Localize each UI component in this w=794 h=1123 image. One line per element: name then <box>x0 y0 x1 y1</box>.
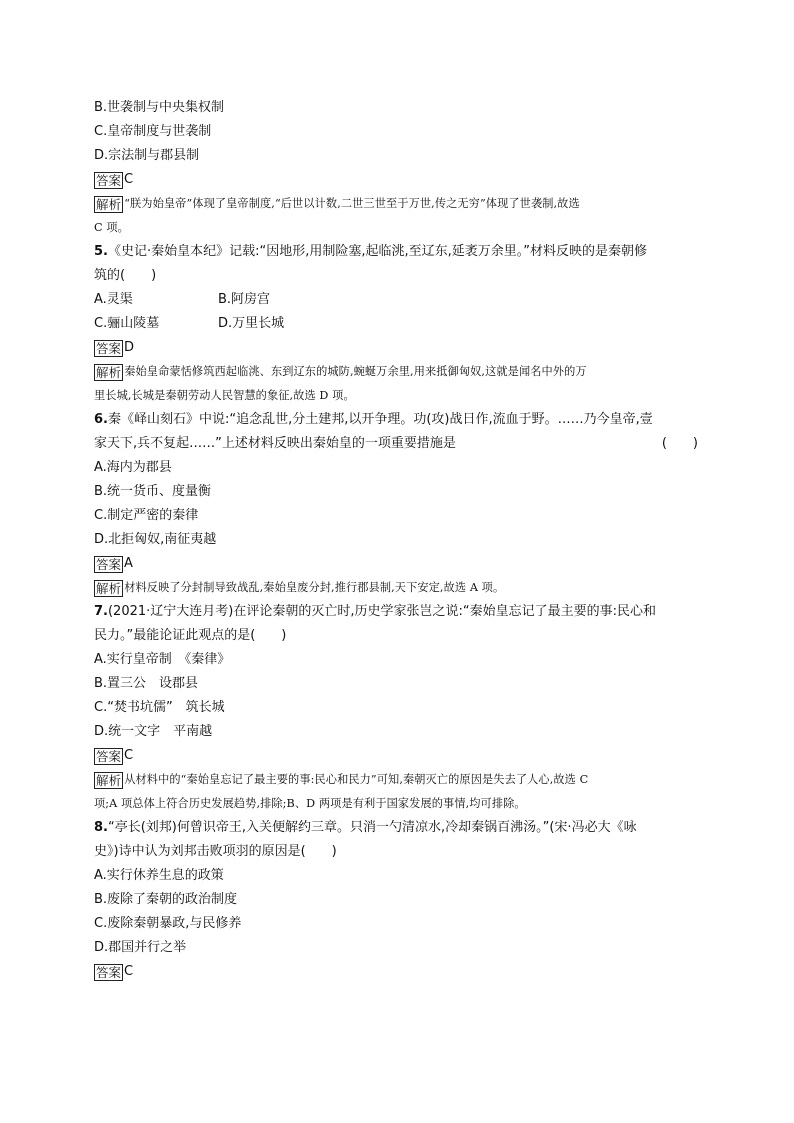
option-c: C.骊山陵墓 <box>94 316 160 331</box>
question-stem <box>94 600 706 624</box>
option-c: C.“焚书坑儒” 筑长城 <box>94 700 225 715</box>
analysis-tag: 解析 <box>96 196 122 212</box>
question-stem <box>94 408 706 432</box>
answer-row <box>94 744 706 768</box>
option-c: C.皇帝制度与世袭制 <box>94 124 212 139</box>
option-c: C.废除秦朝暴政,与民修养 <box>94 916 242 931</box>
option-b: B.置三公 设郡县 <box>94 676 199 691</box>
answer-row <box>94 336 706 360</box>
question-stem-text: 家天下,兵不复起……”上述材料反映出秦始皇的一项重要措施是 <box>94 436 456 451</box>
question-stem-text: 民力。”最能论证此观点的是( ) <box>94 628 287 643</box>
analysis-row <box>94 768 706 792</box>
option-b: B.废除了秦朝的政治制度 <box>94 892 238 907</box>
answer-blank: ( ) <box>661 436 698 451</box>
answer-value: C <box>124 748 134 763</box>
answer-tag: 答案 <box>96 964 122 980</box>
question-stem-text: (2021·辽宁大连月考)在评论秦朝的灭亡时,历史学家张岂之说:“秦始皇忘记了最主要的事:民心和 <box>107 604 656 619</box>
question-stem-text: “亭长(刘邦)何曾识帝王,入关便解约三章。只消一勺清凉水,冷却秦锅百沸汤。”(宋·冯必大《咏 <box>107 820 637 835</box>
analysis-tag: 解析 <box>96 364 122 380</box>
question-number: 6. <box>94 412 108 427</box>
option-a: A.海内为郡县 <box>94 460 172 475</box>
option-b: B.世袭制与中央集权制 <box>94 100 225 115</box>
option-a: A.实行皇帝制 《秦律》 <box>94 652 231 667</box>
analysis-row <box>94 576 706 600</box>
option-d: D.北拒匈奴,南征夷越 <box>94 532 217 547</box>
answer-tag: 答案 <box>96 172 122 188</box>
option-b: B.阿房宫 <box>218 292 271 307</box>
option-d: D.统一文字 平南越 <box>94 724 213 739</box>
analysis-text: 项;A 项总体上符合历史发展趋势,排除;B、D 两项是有利于国家发展的事情,均可排除。 <box>94 797 526 810</box>
analysis-tag: 解析 <box>96 772 122 788</box>
question-number: 7. <box>94 604 108 619</box>
question-stem-text: 《史记·秦始皇本纪》记载:“因地形,用制险塞,起临洮,至辽东,延袤万余里。”材料反映的是秦朝修 <box>107 244 647 259</box>
analysis-text: “朕为始皇帝”体现了皇帝制度,“后世以计数,二世三世至于万世,传之无穷”体现了世袭制,故选 <box>124 197 580 210</box>
analysis-row <box>94 192 706 216</box>
answer-row <box>94 552 706 576</box>
answer-value: C <box>124 964 134 979</box>
analysis-text: 材料反映了分封制导致战乱,秦始皇废分封,推行郡县制,天下安定,故选 A 项。 <box>124 581 505 594</box>
analysis-tag: 解析 <box>96 580 122 596</box>
option-a: A.实行休养生息的政策 <box>94 868 224 883</box>
analysis-row <box>94 360 706 384</box>
answer-value: A <box>124 556 133 571</box>
question-number: 8. <box>94 820 108 835</box>
answer-tag: 答案 <box>96 340 122 356</box>
analysis-text: 里长城,长城是秦朝劳动人民智慧的象征,故选 D 项。 <box>94 389 355 402</box>
question-stem <box>94 432 706 456</box>
analysis-text: 从材料中的“秦始皇忘记了最主要的事:民心和民力”可知,秦朝灭亡的原因是失去了人心,故选 C <box>124 773 589 786</box>
answer-value: D <box>124 340 135 355</box>
question-stem <box>94 816 706 840</box>
analysis-text: 秦始皇命蒙恬修筑西起临洮、东到辽东的城防,蜿蜒万余里,用来抵御匈奴,这就是闻名中外的万 <box>124 365 587 378</box>
answer-value: C <box>124 172 134 187</box>
question-number: 5. <box>94 244 108 259</box>
question-stem-text: 筑的( ) <box>94 268 157 283</box>
answer-tag: 答案 <box>96 748 122 764</box>
answer-row <box>94 168 706 192</box>
document-page <box>94 96 706 984</box>
option-d: D.宗法制与郡县制 <box>94 148 200 163</box>
option-d: D.万里长城 <box>218 316 285 331</box>
question-stem-text: 史》)诗中认为刘邦击败项羽的原因是( ) <box>94 844 337 859</box>
question-stem <box>94 240 706 264</box>
answer-row <box>94 960 706 984</box>
question-stem-text: 秦《峄山刻石》中说:“追念乱世,分土建邦,以开争理。功(攻)战日作,流血于野。……乃今皇帝,壹 <box>107 412 653 427</box>
option-a: A.灵渠 <box>94 292 133 307</box>
option-d: D.郡国并行之举 <box>94 940 187 955</box>
analysis-text: C 项。 <box>94 221 129 234</box>
options-row <box>94 288 706 312</box>
answer-tag: 答案 <box>96 556 122 572</box>
options-row <box>94 312 706 336</box>
option-b: B.统一货币、度量衡 <box>94 484 212 499</box>
option-c: C.制定严密的秦律 <box>94 508 199 523</box>
